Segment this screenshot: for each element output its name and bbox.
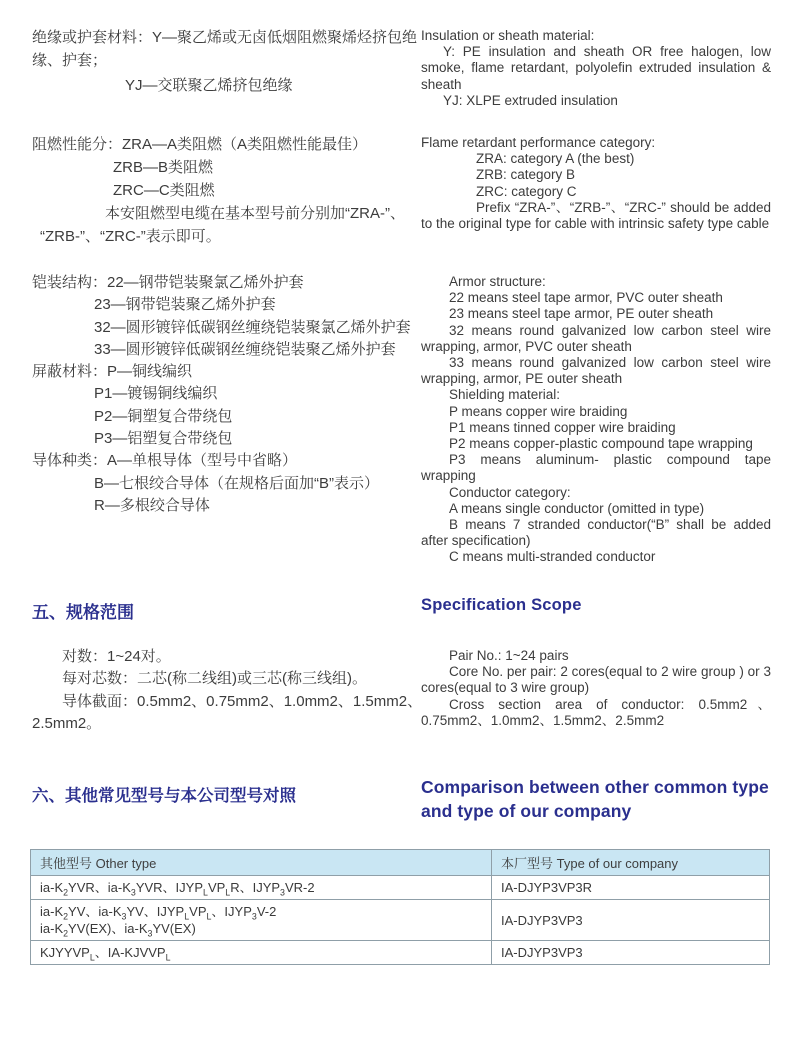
zh-text-line: “ZRB-”、“ZRC-”表示即可。 bbox=[40, 228, 221, 245]
en-paragraph: YJ: XLPE extruded insulation bbox=[443, 92, 618, 108]
column-header-other-type: 其他型号 Other type bbox=[31, 850, 492, 876]
en-paragraph: Core No. per pair: 2 cores(equal to 2 wire group ) or 3 cores(equal to 3 wire group) bbox=[421, 664, 771, 696]
zh-text-line: R—多根绞合导体 bbox=[94, 496, 210, 514]
en-paragraph: ZRC: category C bbox=[476, 183, 577, 199]
table-header-row bbox=[31, 850, 770, 876]
en-paragraph: Cross section area of conductor: 0.5mm2、0.75mm2、1.0mm2、1.5mm2、2.5mm2 bbox=[421, 696, 771, 728]
zh-spec-scope-block bbox=[32, 646, 422, 735]
other-type-cell: $ia-K_2YVR$、$ia-K_3YVR$、$IJYP_LVP_LR$、$IJYP_3VR-2$ bbox=[31, 876, 492, 900]
en-paragraph: A means single conductor (omitted in type) bbox=[449, 500, 705, 516]
table-row bbox=[31, 876, 770, 900]
en-paragraph: Armor structure: bbox=[449, 274, 546, 289]
en-paragraph: Insulation or sheath material: bbox=[421, 28, 595, 43]
section6-heading-en: Comparison between other common type and type of our company bbox=[421, 777, 769, 821]
en-paragraph: ZRB: category B bbox=[476, 167, 576, 183]
our-type-cell: IA-DJYP3VP3R bbox=[492, 876, 770, 900]
zh-text-line: 导体截面：0.5mm2、0.75mm2、1.0mm2、1.5mm2、 bbox=[62, 692, 423, 710]
our-type-cell: IA-DJYP3VP3 bbox=[492, 900, 770, 941]
en-paragraph: Pair No.: 1~24 pairs bbox=[449, 648, 569, 663]
zh-text-line: 对数：1~24对。 bbox=[62, 648, 171, 665]
en-paragraph: Flame retardant performance category: bbox=[421, 135, 656, 151]
zh-text-line: 屏蔽材料：P—铜线编织 bbox=[32, 363, 193, 381]
zh-text-line: P1—镀锡铜线编织 bbox=[94, 385, 218, 403]
zh-text-line: 32—圆形镀锌低碳钢丝缠绕铠装聚氯乙烯外护套 bbox=[94, 318, 411, 336]
zh-text-line: 每对芯数：二芯(称二线组)或三芯(称三线组)。 bbox=[62, 670, 367, 688]
en-paragraph: Y: PE insulation and sheath OR free halogen, low smoke, flame retardant, polyolefin extruded insulation & sheath bbox=[421, 44, 771, 92]
en-paragraph: P2 means copper-plastic compound tape wrapping bbox=[449, 436, 753, 452]
en-paragraph: C means multi-stranded conductor bbox=[449, 549, 656, 565]
type-comparison-table bbox=[30, 849, 770, 965]
zh-text-line: 导体种类：A—单根导体（型号中省略） bbox=[32, 452, 298, 470]
en-paragraph: P means copper wire braiding bbox=[449, 403, 628, 419]
en-paragraph: 23 means steel tape armor, PE outer sheath bbox=[449, 306, 714, 322]
zh-text-line: P2—铜塑复合带绕包 bbox=[94, 407, 233, 425]
zh-text-line: 23—钢带铠装聚乙烯外护套 bbox=[94, 296, 276, 314]
zh-text-line: B—七根绞合导体（在规格后面加“B”表示） bbox=[94, 474, 380, 492]
zh-armor-structure-block bbox=[32, 272, 411, 517]
en-paragraph: B means 7 stranded conductor(“B” shall be added after specification) bbox=[421, 517, 771, 549]
table-row bbox=[31, 941, 770, 965]
section5-heading-zh: 五、规格范围 bbox=[32, 603, 134, 622]
zh-text-line: ZRB—B类阻燃 bbox=[113, 159, 214, 176]
en-paragraph: 32 means round galvanized low carbon steel wire wrapping, armor, PVC outer sheath bbox=[421, 322, 771, 354]
en-paragraph: P3 means aluminum- plastic compound tape wrapping bbox=[421, 452, 771, 484]
zh-text-line: 阻燃性能分：ZRA—A类阻燃（A类阻燃性能最佳） bbox=[32, 136, 368, 153]
zh-text-line: 本安阻燃型电缆在基本型号前分别加“ZRA-”、 bbox=[105, 205, 405, 222]
en-paragraph: Conductor category: bbox=[449, 484, 571, 500]
zh-insulation-material-block bbox=[32, 26, 417, 248]
en-paragraph: ZRA: category A (the best) bbox=[476, 151, 635, 167]
en-spec-scope-block bbox=[421, 648, 771, 729]
en-paragraph: Prefix “ZRA-”、“ZRB-”、“ZRC-” should be added to the original type for cable with intrinsic safety type cable bbox=[421, 199, 771, 232]
en-insulation-material-block bbox=[421, 28, 771, 232]
zh-text-line: 缘、护套； bbox=[32, 52, 108, 69]
other-type-cell: $ia-K_2YV$、$ia-K_3YV$、$IJYP_LVP_L$、$IJYP_3V-2$ $ia-K_2YV(EX)$、$ia-K_3YV(EX)$ bbox=[31, 900, 492, 941]
zh-text-line: 33—圆形镀锌低碳钢丝缠绕铠装聚乙烯外护套 bbox=[94, 340, 396, 358]
en-paragraph: 33 means round galvanized low carbon steel wire wrapping, armor, PE outer sheath bbox=[421, 355, 771, 387]
zh-text-line: 2.5mm2。 bbox=[32, 714, 102, 732]
zh-text-line: P3—铝塑复合带绕包 bbox=[94, 430, 233, 448]
section6-heading-zh: 六、其他常见型号与本公司型号对照 bbox=[32, 787, 296, 805]
column-header-our-company: 本厂型号 Type of our company bbox=[492, 850, 770, 876]
zh-text-line: 绝缘或护套材料：Y—聚乙烯或无卤低烟阻燃聚烯烃挤包绝 bbox=[32, 29, 418, 46]
zh-text-line: ZRC—C类阻燃 bbox=[113, 182, 215, 199]
other-type-cell: $KJYYVP_L$、$IA-KJVVP_L$ bbox=[31, 941, 492, 965]
section5-heading-en: Specification Scope bbox=[421, 596, 582, 614]
our-type-cell: IA-DJYP3VP3 bbox=[492, 941, 770, 965]
zh-text-line: 铠装结构：22—钢带铠装聚氯乙烯外护套 bbox=[32, 274, 304, 291]
table-row bbox=[31, 900, 770, 941]
en-paragraph: Shielding material: bbox=[449, 387, 561, 403]
en-paragraph: 22 means steel tape armor, PVC outer sheath bbox=[449, 290, 723, 306]
zh-text-line: YJ—交联聚乙烯挤包绝缘 bbox=[125, 77, 293, 94]
en-paragraph: P1 means tinned copper wire braiding bbox=[449, 419, 676, 435]
en-armor-structure-block bbox=[421, 274, 771, 566]
